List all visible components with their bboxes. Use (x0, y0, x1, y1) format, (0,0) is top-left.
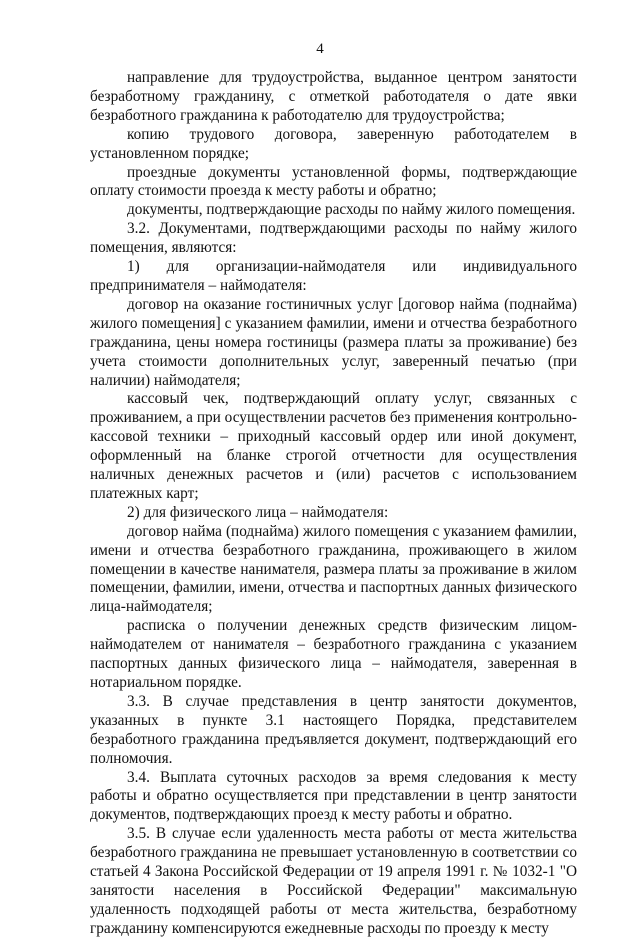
paragraph-item-2-individual: 2) для физического лица – наймодателя: (127, 503, 389, 521)
paragraph-money-receipt: расписка о получении денежных средств физическим лицом-наймодателем от нанимателя – безработного гражданина с указанием паспортных данных физического лица – наймодателя, заверенная в нотариальном порядке. (90, 617, 577, 691)
paragraph-section-3-3: 3.3. В случае представления в центр занятости документов, указанных в пункте 3.1 настоящего Порядка, представителем безработного гражданина предъявляется документ, подтверждающий его полномочия. (90, 692, 577, 767)
paragraph-travel-documents: проездные документы установленной формы, подтверждающие оплату стоимости проезда к месту работы и обратно; (90, 163, 577, 200)
paragraph-referral: направление для трудоустройства, выданное центром занятости безработному гражданину, с отметкой работодателя о дате явки безработного гражданина к работодателю для трудоустройства; (90, 69, 577, 124)
page-number: 4 (316, 41, 324, 57)
paragraph-cash-receipt: кассовый чек, подтверждающий оплату услуг, связанных с проживанием, а при осуществлении расчетов без применения контрольно-кассовой техники – приходный кассовый ордер или иной документ, оформленный на бланке строгой отчетности для осуществления наличных денежных расчетов и (или) расчетов с использованием платежных карт; (90, 390, 577, 502)
document-body (90, 69, 577, 939)
paragraph-item-1-organization: 1) для организации-наймодателя или индивидуального предпринимателя – наймодателя: (90, 258, 577, 294)
paragraph-section-3-5: 3.5. В случае если удаленность места работы от места жительства безработного гражданина не превышает установленную в соответствии со статьей 4 Закона Российской Федерации от 19 апреля 1991 г. № 1032-1 "О занятости населения в Российской Федерации" максимальную удаленность подходящей работы от места жительства, безработному гражданину компенсируются ежедневные расходы по проезду к месту (90, 825, 577, 937)
paragraph-housing-documents: документы, подтверждающие расходы по найму жилого помещения. (127, 201, 576, 219)
paragraph-section-3-2: 3.2. Документами, подтверждающими расходы по найму жилого помещения, являются: (90, 220, 577, 257)
paragraph-section-3-4: 3.4. Выплата суточных расходов за время следования к месту работы и обратно осуществляется при представлении в центр занятости документов, подтверждающих проезд к месту работы и обратно. (90, 768, 577, 824)
paragraph-lease-contract: договор найма (поднайма) жилого помещения с указанием фамилии, имени и отчества безработного гражданина, проживающего в жилом помещении в качестве нанимателя, размера платы за проживание в жилом помещении, фамилии, имени, отчества и паспортных данных физического лица-наймодателя; (90, 522, 577, 616)
paragraph-employment-contract: копию трудового договора, заверенную работодателем в установленном порядке; (90, 125, 577, 162)
paragraph-hotel-contract: договор на оказание гостиничных услуг [договор найма (поднайма) жилого помещения] с указанием фамилии, имени и отчества безработного гражданина, цены номера гостиницы (размера платы за проживание) без учета стоимости дополнительных услуг, заверенный печатью (при наличии) наймодателя; (90, 295, 577, 389)
